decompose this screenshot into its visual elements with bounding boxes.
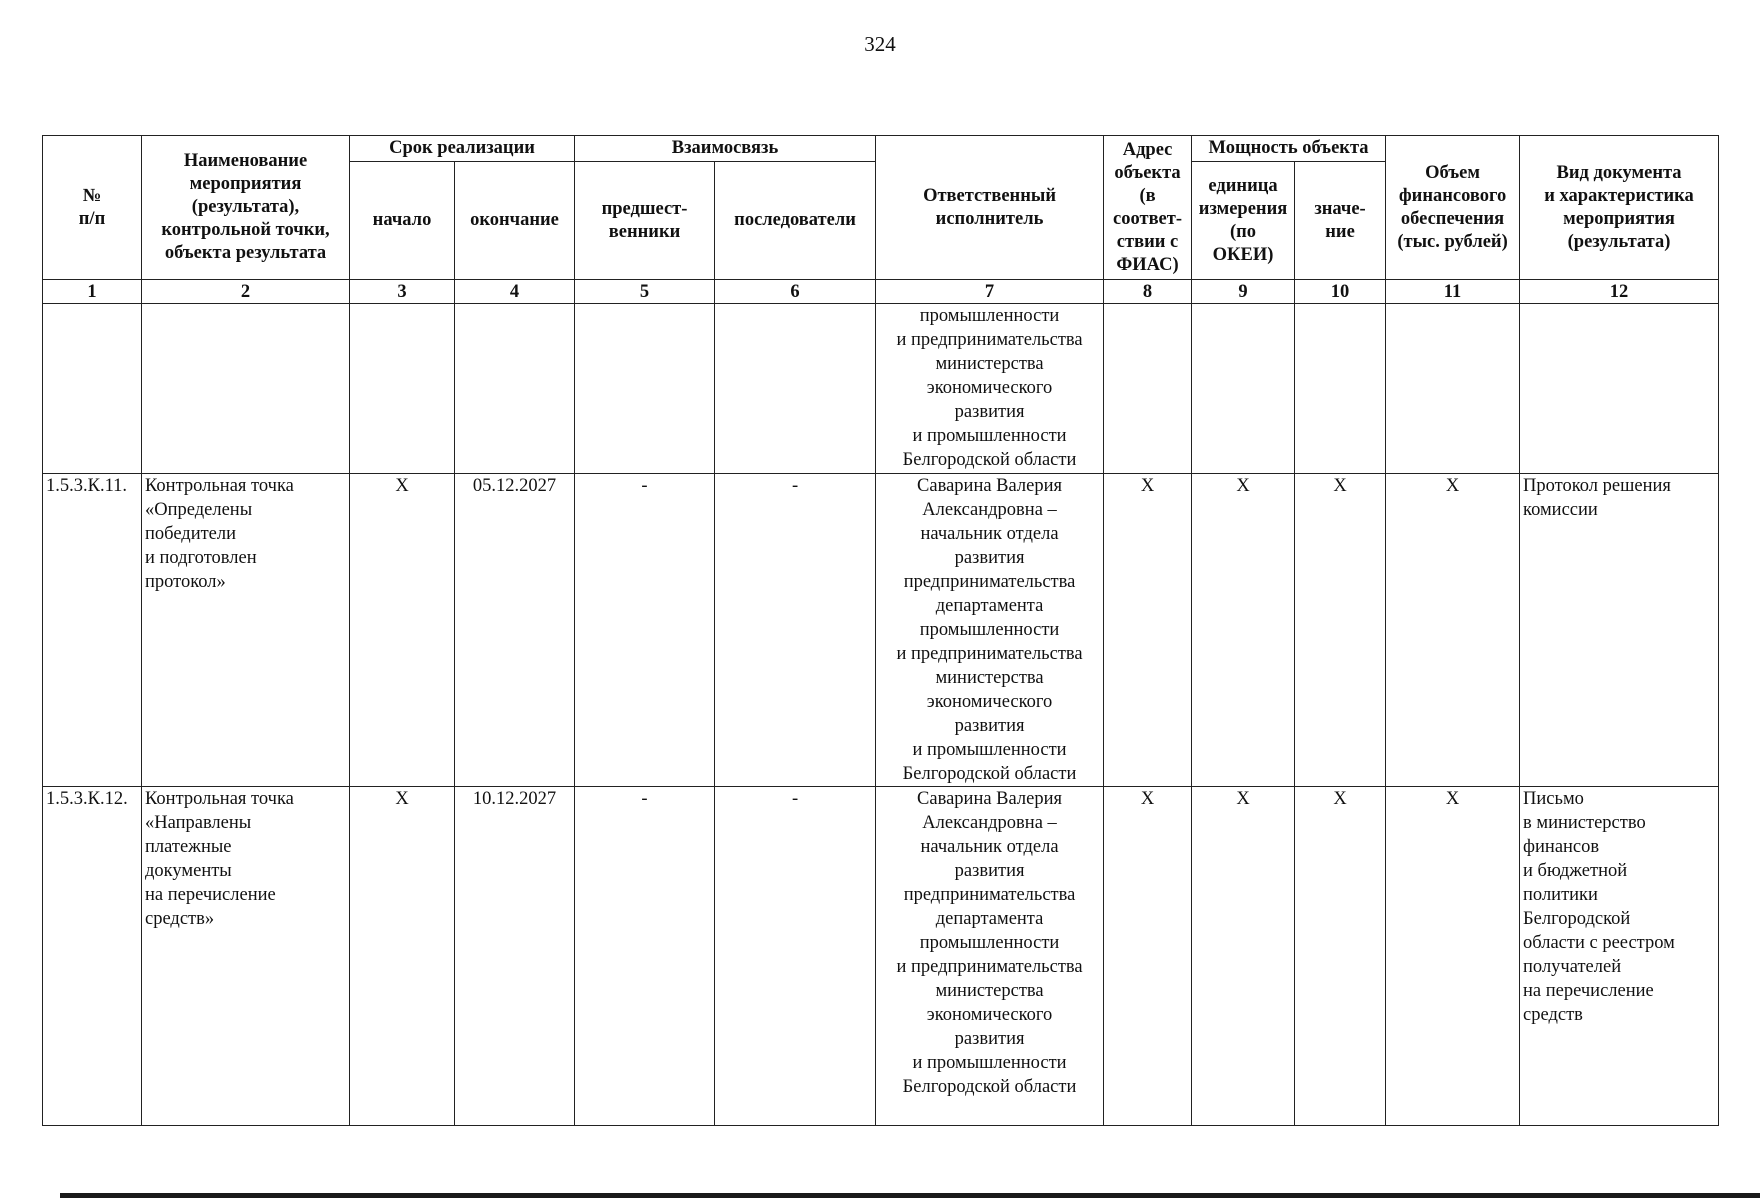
plan-table bbox=[42, 135, 1719, 1126]
header-capacity-group: Мощность объекта bbox=[1192, 136, 1386, 162]
row-successors: - bbox=[715, 787, 876, 1126]
header-financing: Объем финансового обеспечения (тыс. рублей) bbox=[1386, 136, 1520, 280]
row-name: Контрольная точка «Определены победители и подготовлен протокол» bbox=[142, 474, 350, 787]
row-document: Письмо в министерство финансов и бюджетной политики Белгородской области с реестром получателей на перечисление средств bbox=[1520, 787, 1719, 1126]
row-unit: Х bbox=[1192, 474, 1295, 787]
row-document: Протокол решения комиссии bbox=[1520, 474, 1719, 787]
table-row bbox=[43, 474, 1719, 787]
bottom-rule bbox=[60, 1193, 1760, 1198]
page-number: 324 bbox=[864, 32, 896, 56]
row-end: 05.12.2027 bbox=[455, 474, 575, 787]
column-number: 4 bbox=[455, 280, 575, 304]
column-number: 9 bbox=[1192, 280, 1295, 304]
row-predecessors: - bbox=[575, 474, 715, 787]
column-number: 8 bbox=[1104, 280, 1192, 304]
header-document: Вид документа и характеристика мероприятия (результата) bbox=[1520, 136, 1719, 280]
header-name: Наименование мероприятия (результата), контрольной точки, объекта результата bbox=[142, 136, 350, 280]
column-number: 7 bbox=[876, 280, 1104, 304]
column-number: 6 bbox=[715, 280, 876, 304]
row-responsible: Саварина Валерия Александровна – начальник отдела развития предпринимательства департамента промышленности и предпринимательства министерства экономического развития и промышленности Белгородской области bbox=[876, 787, 1104, 1126]
row-address: Х bbox=[1104, 474, 1192, 787]
row-predecessors bbox=[575, 304, 715, 474]
header-successors: последователи bbox=[715, 162, 876, 280]
row-financing: Х bbox=[1386, 474, 1520, 787]
header-end: окончание bbox=[455, 162, 575, 280]
row-successors: - bbox=[715, 474, 876, 787]
table-row bbox=[43, 787, 1719, 1126]
row-financing bbox=[1386, 304, 1520, 474]
row-value bbox=[1295, 304, 1386, 474]
header-predecessors: предшест- венники bbox=[575, 162, 715, 280]
row-number: 1.5.3.К.11. bbox=[43, 474, 142, 787]
header-number: № п/п bbox=[43, 136, 142, 280]
table-row bbox=[43, 304, 1719, 474]
header-responsible: Ответственный исполнитель bbox=[876, 136, 1104, 280]
row-unit: Х bbox=[1192, 787, 1295, 1126]
row-name: Контрольная точка «Направлены платежные документы на перечисление средств» bbox=[142, 787, 350, 1126]
row-responsible: промышленности и предпринимательства министерства экономического развития и промышленности Белгородской области bbox=[876, 304, 1104, 474]
row-successors bbox=[715, 304, 876, 474]
row-value: Х bbox=[1295, 787, 1386, 1126]
row-unit bbox=[1192, 304, 1295, 474]
header-unit: единица измерения (по ОКЕИ) bbox=[1192, 162, 1295, 280]
row-predecessors: - bbox=[575, 787, 715, 1126]
row-document bbox=[1520, 304, 1719, 474]
row-address: Х bbox=[1104, 787, 1192, 1126]
row-end: 10.12.2027 bbox=[455, 787, 575, 1126]
row-value: Х bbox=[1295, 474, 1386, 787]
column-number: 1 bbox=[43, 280, 142, 304]
row-financing: Х bbox=[1386, 787, 1520, 1126]
row-start: Х bbox=[350, 787, 455, 1126]
column-number: 3 bbox=[350, 280, 455, 304]
column-number: 12 bbox=[1520, 280, 1719, 304]
row-start: Х bbox=[350, 474, 455, 787]
row-responsible: Саварина Валерия Александровна – начальник отдела развития предпринимательства департамента промышленности и предпринимательства министерства экономического развития и промышленности Белгородской области bbox=[876, 474, 1104, 787]
header-address: Адрес объекта (в соответ- ствии с ФИАС) bbox=[1104, 136, 1192, 280]
column-numbers-row bbox=[43, 280, 1719, 304]
header-term-group: Срок реализации bbox=[350, 136, 575, 162]
column-number: 2 bbox=[142, 280, 350, 304]
row-number bbox=[43, 304, 142, 474]
row-number: 1.5.3.К.12. bbox=[43, 787, 142, 1126]
row-address bbox=[1104, 304, 1192, 474]
row-name bbox=[142, 304, 350, 474]
header-link-group: Взаимосвязь bbox=[575, 136, 876, 162]
header-start: начало bbox=[350, 162, 455, 280]
row-end bbox=[455, 304, 575, 474]
row-start bbox=[350, 304, 455, 474]
column-number: 11 bbox=[1386, 280, 1520, 304]
column-number: 5 bbox=[575, 280, 715, 304]
column-number: 10 bbox=[1295, 280, 1386, 304]
header-value: значе- ние bbox=[1295, 162, 1386, 280]
